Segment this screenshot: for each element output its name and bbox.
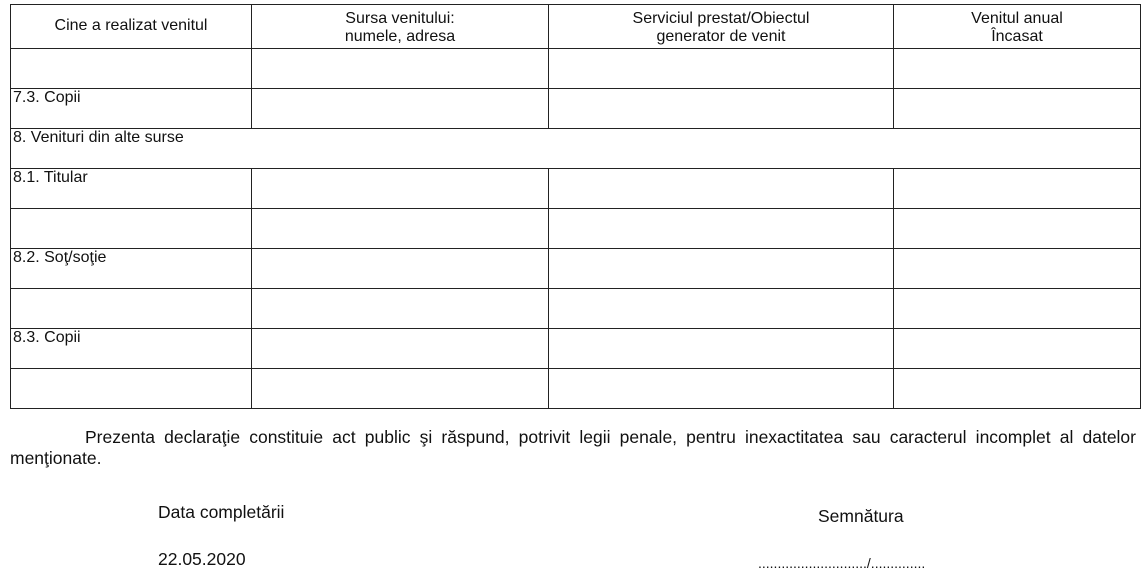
table-row <box>11 329 1141 369</box>
col-header-service: Serviciul prestat/Obiectul generator de venit <box>549 5 894 49</box>
table-row <box>11 209 1141 249</box>
table-cell <box>894 209 1141 249</box>
table-cell <box>549 369 894 409</box>
signature-line: ............................/.............. <box>758 555 926 571</box>
col-header-annual-income: Venitul anual Încasat <box>894 5 1141 49</box>
table-row <box>11 369 1141 409</box>
row-label <box>11 209 252 249</box>
table-cell <box>549 289 894 329</box>
table-cell <box>894 329 1141 369</box>
table-cell <box>894 289 1141 329</box>
section-label: 8. Venituri din alte surse <box>11 129 1141 169</box>
table-cell <box>549 49 894 89</box>
table-cell <box>549 249 894 289</box>
table-cell <box>252 209 549 249</box>
table-cell <box>549 329 894 369</box>
row-label <box>11 49 252 89</box>
row-label: 8.1. Titular <box>11 169 252 209</box>
col-header-source: Sursa venitului: numele, adresa <box>252 5 549 49</box>
signature-label: Semnătura <box>818 506 904 526</box>
table-row <box>11 249 1141 289</box>
table-cell <box>549 209 894 249</box>
table-cell <box>894 169 1141 209</box>
table-row <box>11 89 1141 129</box>
income-table <box>10 4 1141 409</box>
table-cell <box>549 89 894 129</box>
table-cell <box>252 169 549 209</box>
table-cell <box>894 89 1141 129</box>
row-label: 8.3. Copii <box>11 329 252 369</box>
row-label: 7.3. Copii <box>11 89 252 129</box>
col-header-who: Cine a realizat venitul <box>11 5 252 49</box>
table-cell <box>549 169 894 209</box>
table-cell <box>894 49 1141 89</box>
table-row <box>11 289 1141 329</box>
section-row <box>11 129 1141 169</box>
row-label: 8.2. Soţ/soţie <box>11 249 252 289</box>
table-cell <box>252 369 549 409</box>
row-label <box>11 369 252 409</box>
table-cell <box>252 249 549 289</box>
table-cell <box>894 249 1141 289</box>
table-row <box>11 169 1141 209</box>
table-cell <box>252 329 549 369</box>
table-cell <box>894 369 1141 409</box>
row-label <box>11 289 252 329</box>
declaration-text: Prezenta declaraţie constituie act public şi răspund, potrivit legii penale, pentru inexactitatea sau caracterul incomplet al datelor menţionate. <box>10 427 1136 468</box>
date-value: 22.05.2020 <box>158 549 246 569</box>
table-header-row <box>11 5 1141 49</box>
table-cell <box>252 49 549 89</box>
date-label: Data completării <box>158 502 285 522</box>
table-row <box>11 49 1141 89</box>
table-cell <box>252 89 549 129</box>
table-cell <box>252 289 549 329</box>
